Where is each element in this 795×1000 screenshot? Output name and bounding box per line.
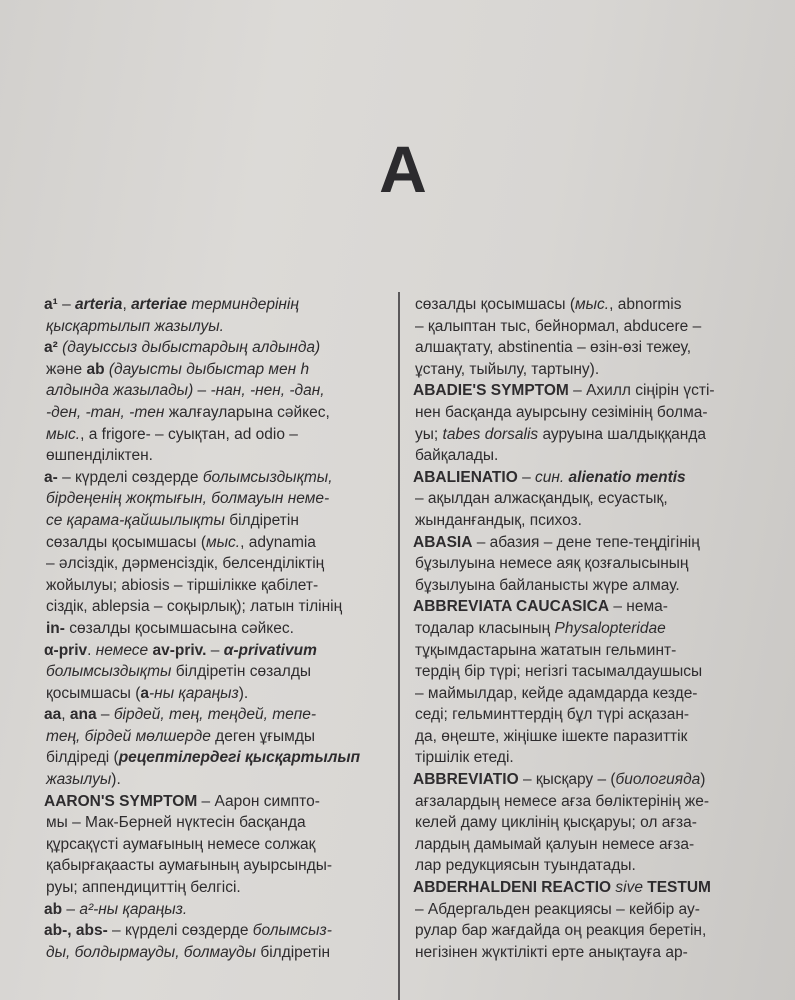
entry-text: терминдерінің	[187, 296, 299, 313]
entry-headword: a¹	[44, 296, 58, 313]
text-line	[413, 380, 753, 402]
entry-text: бұзылуына байланысты жүре алмау.	[415, 576, 680, 594]
text-line	[44, 553, 384, 575]
text-line	[413, 618, 753, 640]
entry-text: бұзылуына немесе аяқ қозғалысының	[415, 555, 689, 573]
entry-text: білдіретін	[224, 511, 299, 529]
entry-text: тодалар класының	[415, 619, 555, 637]
entry-text: седі; гельминттердің бұл түрі асқазан-	[415, 706, 690, 724]
entry-text: – қысқару – (	[518, 771, 616, 789]
entry-text: тең, бірдей мөлшерде	[46, 727, 211, 745]
entry-text: ұстану, тыйылу, тартыну).	[415, 360, 600, 378]
entry-text: ауруына шалдыққанда	[538, 425, 706, 443]
entry-text: тердің бір түрі; негізгі тасымалдаушысы	[415, 663, 703, 681]
entry-text: –	[517, 468, 535, 486]
text-line	[413, 791, 753, 813]
text-line	[413, 294, 753, 316]
entry-headword: ABADIE'S SYMPTOM	[413, 382, 569, 400]
text-line	[44, 380, 384, 402]
text-line	[44, 575, 384, 597]
text-line	[413, 855, 753, 877]
text-line	[413, 747, 753, 769]
text-line	[413, 424, 753, 446]
entry-text: ды, болдырмауды, болмауды	[46, 943, 257, 961]
entry-text: руы; аппендициттің белгісі.	[46, 879, 241, 897]
entry-text: -ны қараңыз	[149, 684, 239, 702]
text-line	[44, 769, 384, 791]
text-line	[413, 899, 753, 921]
entry-text: ағзалардың немесе ағза бөліктерінің же-	[415, 792, 709, 810]
entry-text: болымсыздықты	[46, 663, 172, 681]
entry-text: ,	[122, 296, 132, 313]
entry-text: – күрделі сөздерде	[57, 468, 203, 486]
text-line	[44, 661, 384, 683]
entry-headword: ABBREVIATIO	[413, 771, 519, 789]
left-column	[44, 294, 384, 963]
entry-headword: TESTUM	[647, 879, 711, 897]
entry-headword: alienatio mentis	[564, 468, 686, 486]
entry-text: -нан, -нен, -дан,	[210, 382, 325, 400]
entry-text: да, өңеште, жіңішке ішекте паразиттік	[415, 727, 688, 745]
entry-text: және	[46, 360, 87, 378]
entry-headword: ABDERHALDENI REACTIO	[413, 879, 612, 897]
text-line	[413, 920, 753, 942]
text-line	[44, 812, 384, 834]
text-line	[413, 704, 753, 726]
entry-text: уы;	[415, 425, 443, 443]
entry-text: a²-ны қараңыз.	[79, 900, 188, 918]
text-line	[413, 337, 753, 359]
text-line	[44, 510, 384, 532]
text-line	[44, 316, 384, 338]
entry-text: бірдеңенің жоқтығын, болмауын неме-	[46, 490, 330, 508]
entry-text: болымсыз-	[252, 922, 332, 940]
text-line	[44, 920, 384, 942]
text-line	[44, 726, 384, 748]
entry-text: рулар бар жағдайда оң реакция беретін,	[415, 922, 707, 940]
entry-text: сөзалды қосымшасы (	[46, 533, 206, 551]
text-line	[44, 747, 384, 769]
text-line	[44, 855, 384, 877]
text-line	[413, 553, 753, 575]
entry-text: мыс.	[206, 533, 241, 551]
entry-text: жойылуы; abiosis – тіршілікке қабілет-	[46, 576, 319, 594]
entry-text: биологияда	[615, 771, 701, 789]
text-line	[44, 834, 384, 856]
entry-text: лар редукциясын туындатады.	[415, 857, 636, 875]
entry-text: – Ахилл сіңірін үсті-	[568, 382, 715, 400]
text-line	[413, 402, 753, 424]
entry-text: –	[206, 641, 224, 659]
text-line	[413, 942, 753, 964]
entry-text: –	[96, 706, 114, 724]
entry-text: сіздік, ablepsia – соқырлық); латын тілінің	[46, 598, 343, 616]
entry-text: бірдей, тең, теңдей, тепе-	[113, 706, 317, 724]
entry-text: болымсыздықты,	[202, 468, 333, 486]
entry-headword: ab	[86, 360, 105, 378]
entry-text: жынданғандық, психоз.	[415, 511, 582, 529]
text-line	[44, 294, 384, 316]
entry-text: – күрделі сөздерде	[107, 922, 253, 940]
entry-text: жазылуы	[46, 771, 112, 789]
entry-text: алшақтату, abstinentia – өзін-өзі тежеу,	[415, 339, 692, 357]
right-column	[413, 294, 753, 963]
section-letter: A	[379, 132, 427, 206]
entry-text: , adynamia	[240, 533, 316, 551]
text-line	[413, 359, 753, 381]
entry-text: нен басқанда ауырсыну сезімінің болма-	[415, 403, 708, 421]
text-line	[44, 704, 384, 726]
text-line	[44, 532, 384, 554]
entry-text: – әлсіздік, дәрменсіздік, белсенділіктің	[46, 555, 325, 573]
entry-headword: av-priv.	[148, 641, 207, 659]
entry-text: .	[87, 641, 96, 659]
entry-text: тіршілік етеді.	[415, 749, 514, 767]
entry-text: қабырғақаасты аумағының ауырсынды-	[46, 857, 333, 875]
entry-text: – Абдергальден реакциясы – кейбір ау-	[415, 900, 700, 918]
entry-headword: a-	[44, 468, 58, 486]
entry-text: –	[62, 900, 80, 918]
entry-text: – абазия – дене тепе-теңдігінің	[472, 533, 700, 551]
text-line	[413, 683, 753, 705]
text-line	[44, 337, 384, 359]
entry-text: сөзалды қосымшасы (	[415, 296, 575, 313]
entry-headword: arteriae	[131, 296, 188, 313]
text-line	[413, 812, 753, 834]
text-line	[44, 791, 384, 813]
entry-headword: aa	[44, 706, 62, 724]
text-line	[413, 640, 753, 662]
entry-text: байқалады.	[415, 447, 499, 465]
entry-text: –	[57, 296, 76, 313]
text-line	[44, 424, 384, 446]
text-line	[413, 834, 753, 856]
text-line	[44, 445, 384, 467]
text-line	[44, 402, 384, 424]
entry-text: – ақылдан алжасқандық, есуастық,	[415, 490, 668, 508]
entry-text: , a frigore- – суықтан, ad odio –	[80, 425, 298, 443]
entry-text: мы – Мак-Берней нүктесін басқанда	[46, 814, 306, 832]
entry-text: мыс.	[46, 425, 81, 443]
entry-headword: ABBREVIATA CAUCASICA	[413, 598, 610, 616]
entry-headword: in-	[46, 619, 65, 637]
entry-headword: arteria	[75, 296, 123, 313]
entry-text: -ден, -тан, -тен	[46, 403, 165, 421]
entry-headword: a²	[44, 339, 58, 357]
text-line	[44, 488, 384, 510]
text-line	[413, 532, 753, 554]
text-line	[44, 596, 384, 618]
text-line	[413, 575, 753, 597]
text-line	[413, 726, 753, 748]
entry-text: –	[193, 382, 211, 400]
entry-text: Physalopteridae	[554, 619, 666, 637]
text-line	[413, 488, 753, 510]
entry-text: sive	[611, 879, 648, 897]
entry-text: )	[700, 771, 706, 789]
text-line	[413, 596, 753, 618]
text-line	[44, 683, 384, 705]
entry-headword: a	[140, 684, 149, 702]
entry-text: немесе	[95, 641, 149, 659]
entry-text: син.	[535, 468, 565, 486]
text-line	[44, 467, 384, 489]
entry-text: (дауысты дыбыстар мен h	[104, 360, 310, 378]
entry-text: қысқартылып жазылуы.	[46, 317, 224, 335]
entry-text: ,	[61, 706, 70, 724]
column-divider	[398, 292, 400, 1000]
entry-headword: ana	[69, 706, 97, 724]
text-line	[413, 769, 753, 791]
entry-headword: рецептілердегі қысқартылып	[118, 749, 361, 767]
entry-text: (дауыссыз дыбыстардың алдында)	[57, 339, 321, 357]
entry-text: лардың дамымай қалуын немесе ағза-	[415, 835, 695, 853]
entry-text: білдіретін сөзалды	[171, 663, 312, 681]
entry-text: құрсақүсті аумағының немесе солжақ	[46, 835, 316, 853]
entry-text: білдіреді (	[46, 749, 119, 767]
entry-text: білдіретін	[256, 943, 331, 961]
text-line	[44, 877, 384, 899]
text-line	[44, 618, 384, 640]
entry-text: негізінен жүктілікті ерте анықтауға ар-	[415, 943, 688, 961]
entry-text: деген ұғымды	[210, 727, 316, 745]
entry-headword: ab-, abs-	[44, 922, 108, 940]
text-line	[413, 877, 753, 899]
entry-text: се қарама-қайшылықты	[46, 511, 225, 529]
entry-headword: ABASIA	[413, 533, 473, 551]
entry-text: – қалыптан тыс, бейнормал, abducere –	[415, 317, 702, 335]
entry-text: , abnormis	[609, 296, 682, 313]
text-line	[413, 316, 753, 338]
entry-text: мыс.	[575, 296, 610, 313]
text-line	[44, 640, 384, 662]
text-line	[44, 899, 384, 921]
entry-text: – маймылдар, кейде адамдарда кезде-	[415, 684, 698, 702]
entry-text: – нема-	[609, 598, 668, 616]
entry-headword: AARON'S SYMPTOM	[44, 792, 198, 810]
entry-text: қосымшасы (	[46, 684, 141, 702]
entry-text: tabes dorsalis	[442, 425, 539, 443]
entry-headword: ABALIENATIO	[413, 468, 518, 486]
entry-text: ).	[111, 771, 121, 789]
entry-text: алдында жазылады)	[46, 382, 194, 400]
text-line	[413, 445, 753, 467]
entry-text: тұқымдастарына жататын гельминт-	[415, 641, 677, 659]
entry-text: ).	[238, 684, 249, 702]
entry-text: келей даму циклінің қысқаруы; ол ағза-	[415, 814, 697, 832]
text-line	[44, 359, 384, 381]
text-line	[413, 661, 753, 683]
entry-text: сөзалды қосымшасына сәйкес.	[64, 619, 294, 637]
text-line	[413, 510, 753, 532]
entry-headword: α-privativum	[223, 641, 317, 659]
entry-text: жалғауларына сәйкес,	[164, 403, 330, 421]
text-line	[44, 942, 384, 964]
text-line	[413, 467, 753, 489]
entry-headword: α-priv	[44, 641, 88, 659]
entry-headword: ab	[44, 900, 63, 918]
entry-text: – Аарон симпто-	[197, 792, 320, 810]
entry-text: өшпенділіктен.	[46, 447, 153, 465]
